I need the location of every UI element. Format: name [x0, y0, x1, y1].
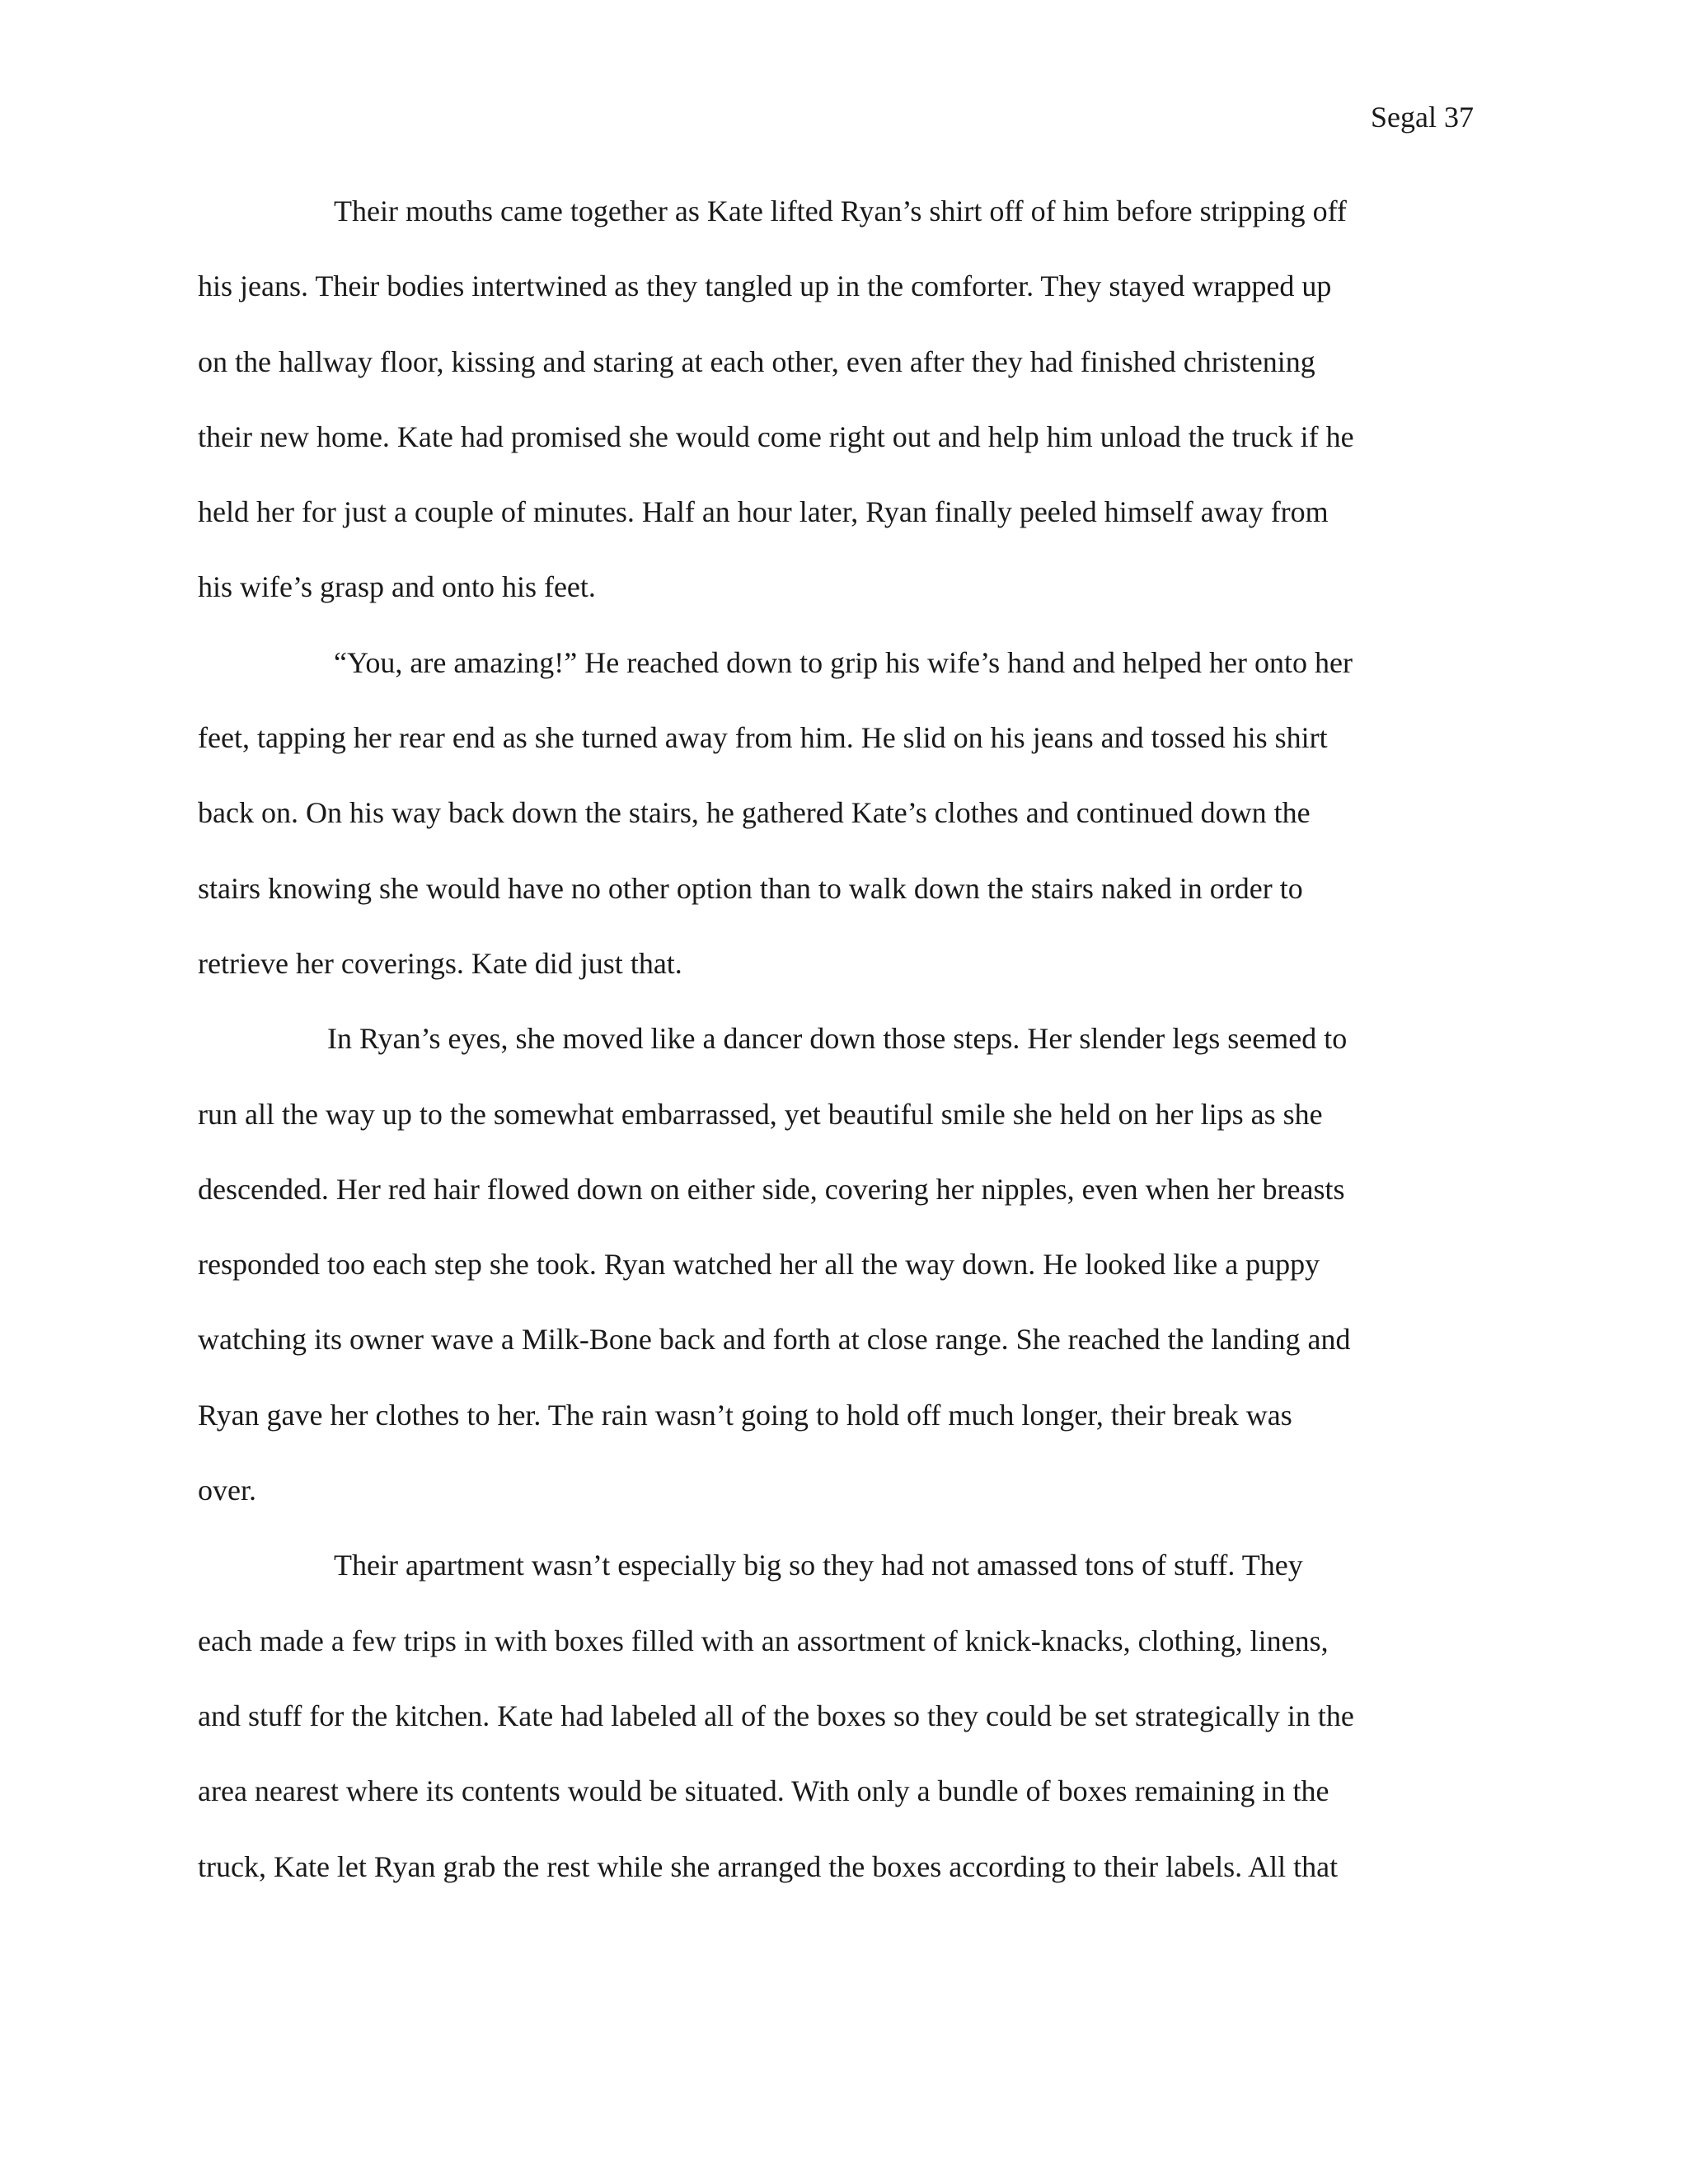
text-line: “You, are amazing!” He reached down to grip his wife’s hand and helped her onto her — [334, 645, 1353, 679]
running-head: Segal 37 — [1371, 101, 1474, 134]
text-line: run all the way up to the somewhat embarrassed, yet beautiful smile she held on her lips as she — [198, 1097, 1323, 1131]
text-line: on the hallway floor, kissing and staring at each other, even after they had finished christening — [198, 344, 1315, 378]
text-line: Their apartment wasn’t especially big so they had not amassed tons of stuff. They — [334, 1549, 1303, 1582]
text-line: truck, Kate let Ryan grab the rest while she arranged the boxes according to their labels. All that — [198, 1849, 1339, 1883]
text-line: descended. Her red hair flowed down on either side, covering her nipples, even when her breasts — [198, 1172, 1345, 1206]
text-line: his wife’s grasp and onto his feet. — [198, 570, 596, 604]
text-line: feet, tapping her rear end as she turned away from him. He slid on his jeans and tossed his shirt — [198, 721, 1328, 755]
text-line: responded too each step she took. Ryan watched her all the way down. He looked like a puppy — [198, 1248, 1320, 1282]
text-line: Ryan gave her clothes to her. The rain wasn’t going to hold off much longer, their break was — [198, 1398, 1292, 1432]
text-line: retrieve her coverings. Kate did just that. — [198, 946, 682, 980]
text-line: each made a few trips in with boxes filled with an assortment of knick-knacks, clothing, linens, — [198, 1624, 1329, 1657]
text-line: watching its owner wave a Milk-Bone back and forth at close range. She reached the landing and — [198, 1323, 1351, 1357]
text-line: his jeans. Their bodies intertwined as they tangled up in the comforter. They stayed wrapped up — [198, 269, 1332, 303]
text-line: stairs knowing she would have no other option than to walk down the stairs naked in order to — [198, 871, 1303, 905]
text-line: held her for just a couple of minutes. Half an hour later, Ryan finally peeled himself away from — [198, 495, 1329, 529]
text-line: In Ryan’s eyes, she moved like a dancer down those steps. Her slender legs seemed to — [327, 1022, 1348, 1056]
text-line: Their mouths came together as Kate lifted Ryan’s shirt off of him before stripping off — [334, 194, 1347, 227]
text-line: over. — [198, 1474, 256, 1507]
text-line: area nearest where its contents would be situated. With only a bundle of boxes remaining in the — [198, 1774, 1329, 1808]
text-line: their new home. Kate had promised she would come right out and help him unload the truck if he — [198, 419, 1354, 453]
text-line: and stuff for the kitchen. Kate had labeled all of the boxes so they could be set strategically in the — [198, 1699, 1354, 1732]
body-text — [198, 191, 1484, 1922]
text-line: back on. On his way back down the stairs, he gathered Kate’s clothes and continued down the — [198, 796, 1311, 830]
